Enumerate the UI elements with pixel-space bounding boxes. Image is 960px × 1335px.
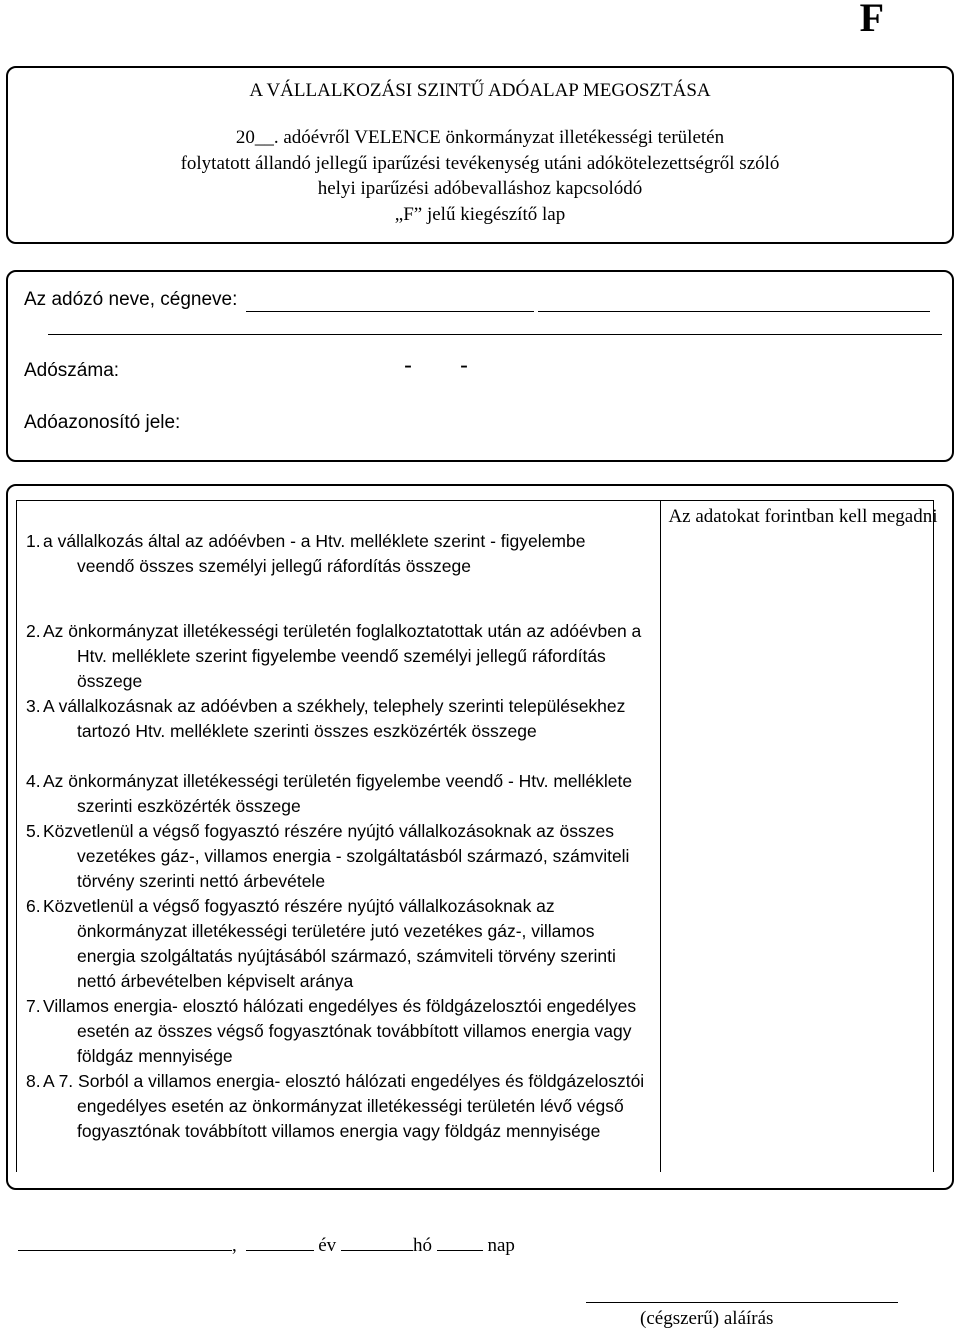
date-comma: , <box>232 1235 237 1256</box>
row-number: 5. <box>26 821 41 841</box>
date-line <box>18 1232 515 1257</box>
subtitle-line: helyi iparűzési adóbevalláshoz kapcsolódó <box>317 178 643 199</box>
subtitle-line: 20__. adóévről VELENCE önkormányzat illetékességi területén <box>235 127 725 148</box>
row-text: Közvetlenül a végső fogyasztó részére nyújtó vállalkozásoknak az önkormányzat illetékességi területére jutó vezetékes gáz-, villamos energia szolgáltatás nyújtásából származó, számviteli törvény szerinti nettó árbevételben képviselt aránya <box>43 896 616 991</box>
header-subtitle <box>8 125 952 227</box>
taxpayer-name-line[interactable] <box>258 334 942 335</box>
signature-label: (cégszerű) aláírás <box>640 1308 774 1329</box>
day-label: nap <box>487 1235 515 1256</box>
table-row <box>26 819 646 894</box>
row-number: 6. <box>26 896 41 916</box>
row-number: 8. <box>26 1071 41 1091</box>
place-field[interactable] <box>18 1232 232 1251</box>
row-text: A 7. Sorból a villamos energia- elosztó hálózati engedélyes és földgázelosztói engedélyes esetén az önkormányzat illetékességi területén lévő végső fogyasztónak továbbított villamos energia vagy földgáz mennyisége <box>43 1071 645 1141</box>
row-text: a vállalkozás által az adóévben - a Htv. melléklete szerint - figyelembe veendő összes személyi jellegű ráfordítás összege <box>43 531 586 576</box>
row-number: 2. <box>26 621 41 641</box>
taxpayer-name-line[interactable] <box>246 311 534 312</box>
row-text: Az önkormányzat illetékességi területén figyelembe veendő - Htv. melléklete szerinti eszközérték összege <box>43 771 633 816</box>
header-title: A VÁLLALKOZÁSI SZINTŰ ADÓALAP MEGOSZTÁSA <box>249 80 711 101</box>
table-row <box>26 694 646 744</box>
row-number: 1. <box>26 531 41 551</box>
table-left-border <box>16 500 17 1172</box>
tax-number-label: Adószáma: <box>24 360 120 381</box>
row-text: Az önkormányzat illetékességi területén foglalkoztatottak után az adóévben a Htv. melléklete szerint figyelembe veendő személyi jellegű ráfordítás összege <box>43 621 642 691</box>
table-top-border <box>16 500 934 501</box>
subtitle-line: folytatott állandó jellegű iparűzési tevékenység utáni adókötelezettségről szóló <box>180 152 780 174</box>
taxpayer-name-line[interactable] <box>538 311 930 312</box>
table-right-border <box>933 500 934 1172</box>
table-row <box>26 769 646 819</box>
header-box <box>6 66 954 244</box>
row-number: 7. <box>26 996 41 1016</box>
taxpayer-name-label: Az adózó neve, cégneve: <box>24 289 238 310</box>
taxpayer-box <box>6 270 954 462</box>
table-column-divider <box>660 500 661 1172</box>
row-number: 4. <box>26 771 41 791</box>
table-row <box>26 894 646 994</box>
form-letter: F <box>859 0 884 40</box>
year-label: év <box>318 1235 337 1256</box>
unit-note: Az adatokat forintban kell megadni <box>668 506 938 527</box>
row-text: Közvetlenül a végső fogyasztó részére nyújtó vállalkozásoknak az összes vezetékes gáz-, villamos energia - szolgáltatásból származó, számviteli törvény szerinti nettó árbevétele <box>43 821 630 891</box>
year-field[interactable] <box>246 1232 314 1251</box>
tax-id-label: Adóazonosító jele: <box>24 412 181 433</box>
table-row <box>26 1069 646 1144</box>
tax-number-separator: - <box>460 352 468 379</box>
subtitle-line: „F” jelű kiegészítő lap <box>394 203 566 225</box>
month-label: hó <box>412 1235 432 1256</box>
taxpayer-name-line[interactable] <box>48 334 268 335</box>
data-table <box>6 484 954 1190</box>
row-number: 3. <box>26 696 41 716</box>
tax-number-separator: - <box>404 352 412 379</box>
signature-line[interactable] <box>586 1302 898 1303</box>
row-text: Villamos energia- elosztó hálózati engedélyes és földgázelosztói engedélyes esetén az összes végső fogyasztónak továbbított villamos energia vagy földgáz mennyisége <box>43 996 637 1066</box>
row-text: A vállalkozásnak az adóévben a székhely, telephely szerinti településekhez tartozó Htv. melléklete szerinti összes eszközérték összege <box>43 696 626 741</box>
table-row <box>26 529 646 579</box>
month-field[interactable] <box>341 1232 413 1251</box>
table-row <box>26 619 646 694</box>
day-field[interactable] <box>437 1232 483 1251</box>
table-row <box>26 994 646 1069</box>
